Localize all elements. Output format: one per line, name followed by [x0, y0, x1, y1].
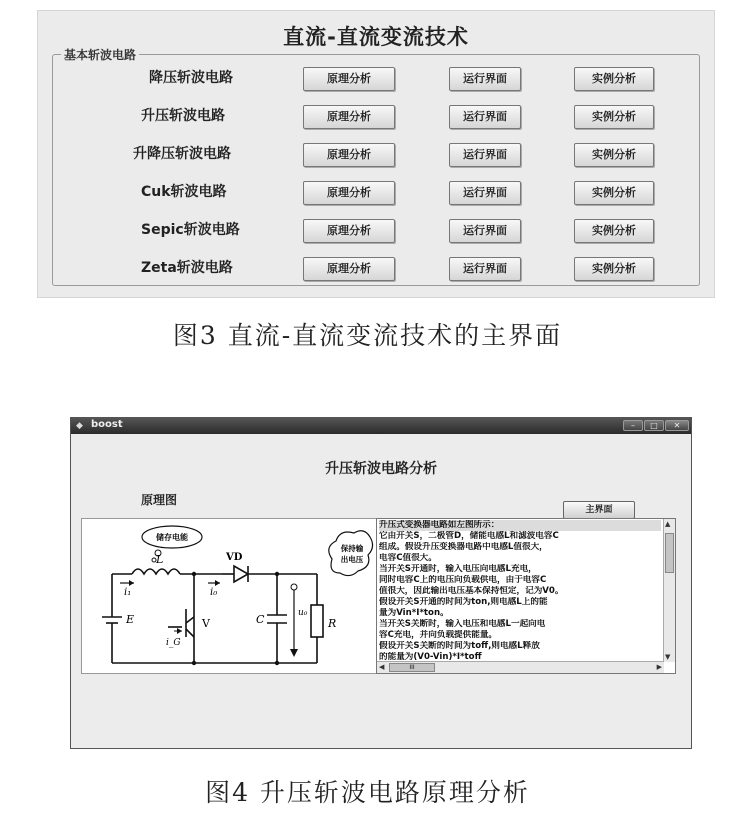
example-analysis-button[interactable]: 实例分析 — [574, 181, 654, 205]
vertical-scrollbar[interactable] — [663, 519, 675, 662]
bubble-store-energy-text: 储存电能 — [156, 532, 188, 542]
label-uo: u₀ — [298, 608, 308, 618]
text-line: 量为Vin*I*ton。 — [379, 608, 449, 618]
label-V: V — [202, 617, 210, 630]
analysis-title: 升压斩波电路分析 — [325, 461, 437, 477]
main-interface-window — [37, 10, 715, 298]
example-analysis-button[interactable]: 实例分析 — [574, 257, 654, 281]
text-line: 电容C值很大。 — [379, 553, 437, 563]
row-buck — [53, 63, 701, 93]
horizontal-scroll-thumb[interactable]: III — [389, 663, 435, 672]
row-sepic — [53, 215, 701, 245]
run-interface-button[interactable]: 运行界面 — [449, 105, 521, 129]
minimize-button[interactable]: – — [623, 420, 643, 431]
horizontal-scrollbar[interactable] — [377, 661, 664, 673]
text-line: 的能量为(V0-Vin)*I*toff — [379, 652, 482, 660]
label-C: C — [256, 613, 265, 626]
label-iG: i_G — [166, 638, 181, 648]
principle-analysis-button[interactable]: 原理分析 — [303, 143, 395, 167]
text-line: 当开关S关断时，输入电压和电感L一起向电 — [379, 619, 546, 629]
text-line: 容C充电，并向负载提供能量。 — [379, 630, 498, 640]
basic-chopper-group — [52, 48, 700, 286]
window-title: 直流-直流变流技术 — [283, 25, 469, 49]
principle-text-box[interactable] — [376, 518, 676, 674]
principle-analysis-button[interactable]: 原理分析 — [303, 67, 395, 91]
run-interface-button[interactable]: 运行界面 — [449, 257, 521, 281]
row-zeta — [53, 253, 701, 283]
text-line: 当开关S开通时，输入电压向电感L充电， — [379, 564, 537, 574]
row-label-boost: 升压斩波电路 — [141, 108, 225, 124]
row-buck-boost — [53, 139, 701, 169]
label-E: E — [126, 613, 135, 626]
figure4-caption: 图4 升压斩波电路原理分析 — [205, 778, 530, 807]
principle-text — [379, 520, 661, 660]
example-analysis-button[interactable]: 实例分析 — [574, 143, 654, 167]
text-line: 假设开关S开通的时间为ton,则电感L上的能 — [379, 597, 548, 607]
figure3-caption: 图3 直流-直流变流技术的主界面 — [172, 321, 563, 350]
maximize-button[interactable]: □ — [644, 420, 664, 431]
example-analysis-button[interactable]: 实例分析 — [574, 105, 654, 129]
row-label-buck: 降压斩波电路 — [149, 70, 233, 86]
text-line: 组成。假设升压变换器电路中电感L值很大， — [379, 542, 548, 552]
row-label-buck-boost: 升降压斩波电路 — [133, 146, 231, 162]
scroll-left-icon[interactable]: ◀ — [379, 663, 385, 671]
run-interface-button[interactable]: 运行界面 — [449, 181, 521, 205]
circuit-diagram — [81, 518, 377, 674]
scroll-down-icon[interactable]: ▼ — [665, 653, 671, 661]
example-analysis-button[interactable]: 实例分析 — [574, 219, 654, 243]
row-cuk — [53, 177, 701, 207]
principle-analysis-button[interactable]: 原理分析 — [303, 257, 395, 281]
row-label-sepic: Sepic斩波电路 — [141, 222, 240, 238]
group-label: 基本斩波电路 — [61, 46, 139, 63]
label-io: i₀ — [210, 587, 218, 598]
text-line: 同时电容C上的电压向负载供电，由于电容C — [379, 575, 547, 585]
main-interface-button[interactable]: 主界面 — [563, 501, 635, 519]
bubble-hold-voltage-text-2: 出电压 — [340, 555, 364, 564]
row-boost — [53, 101, 701, 131]
label-L: L — [156, 553, 164, 566]
row-label-cuk: Cuk斩波电路 — [141, 184, 227, 200]
diagram-label: 原理图 — [141, 493, 178, 507]
bubble-hold-voltage-text-1: 保持输 — [340, 544, 364, 553]
text-line: 值很大，因此输出电压基本保持恒定，记为V0。 — [379, 586, 564, 596]
text-line: 升压式变换器电路如左图所示： — [379, 520, 661, 531]
principle-analysis-button[interactable]: 原理分析 — [303, 181, 395, 205]
window-title: boost — [91, 419, 123, 430]
run-interface-button[interactable]: 运行界面 — [449, 219, 521, 243]
principle-analysis-button[interactable]: 原理分析 — [303, 105, 395, 129]
label-VD: VD — [226, 552, 243, 563]
title-bar — [71, 418, 691, 434]
scroll-right-icon[interactable]: ▶ — [656, 663, 662, 671]
run-interface-button[interactable]: 运行界面 — [449, 143, 521, 167]
run-interface-button[interactable]: 运行界面 — [449, 67, 521, 91]
label-R: R — [328, 617, 337, 630]
close-button[interactable]: ✕ — [665, 420, 689, 431]
principle-analysis-button[interactable]: 原理分析 — [303, 219, 395, 243]
vertical-scroll-thumb[interactable] — [665, 533, 674, 573]
label-i1: i₁ — [124, 587, 132, 598]
text-line: 它由开关S，二极管D，储能电感L和滤波电容C — [379, 531, 559, 541]
boost-circuit-schematic — [82, 519, 376, 673]
scroll-up-icon[interactable]: ▲ — [665, 520, 671, 528]
boost-analysis-window — [70, 417, 692, 749]
example-analysis-button[interactable]: 实例分析 — [574, 67, 654, 91]
row-label-zeta: Zeta斩波电路 — [141, 260, 233, 276]
bubble-hold-voltage — [329, 531, 373, 576]
text-line: 假设开关S关断的时间为toff,则电感L释放 — [379, 641, 540, 651]
app-icon: ◆ — [76, 421, 83, 431]
